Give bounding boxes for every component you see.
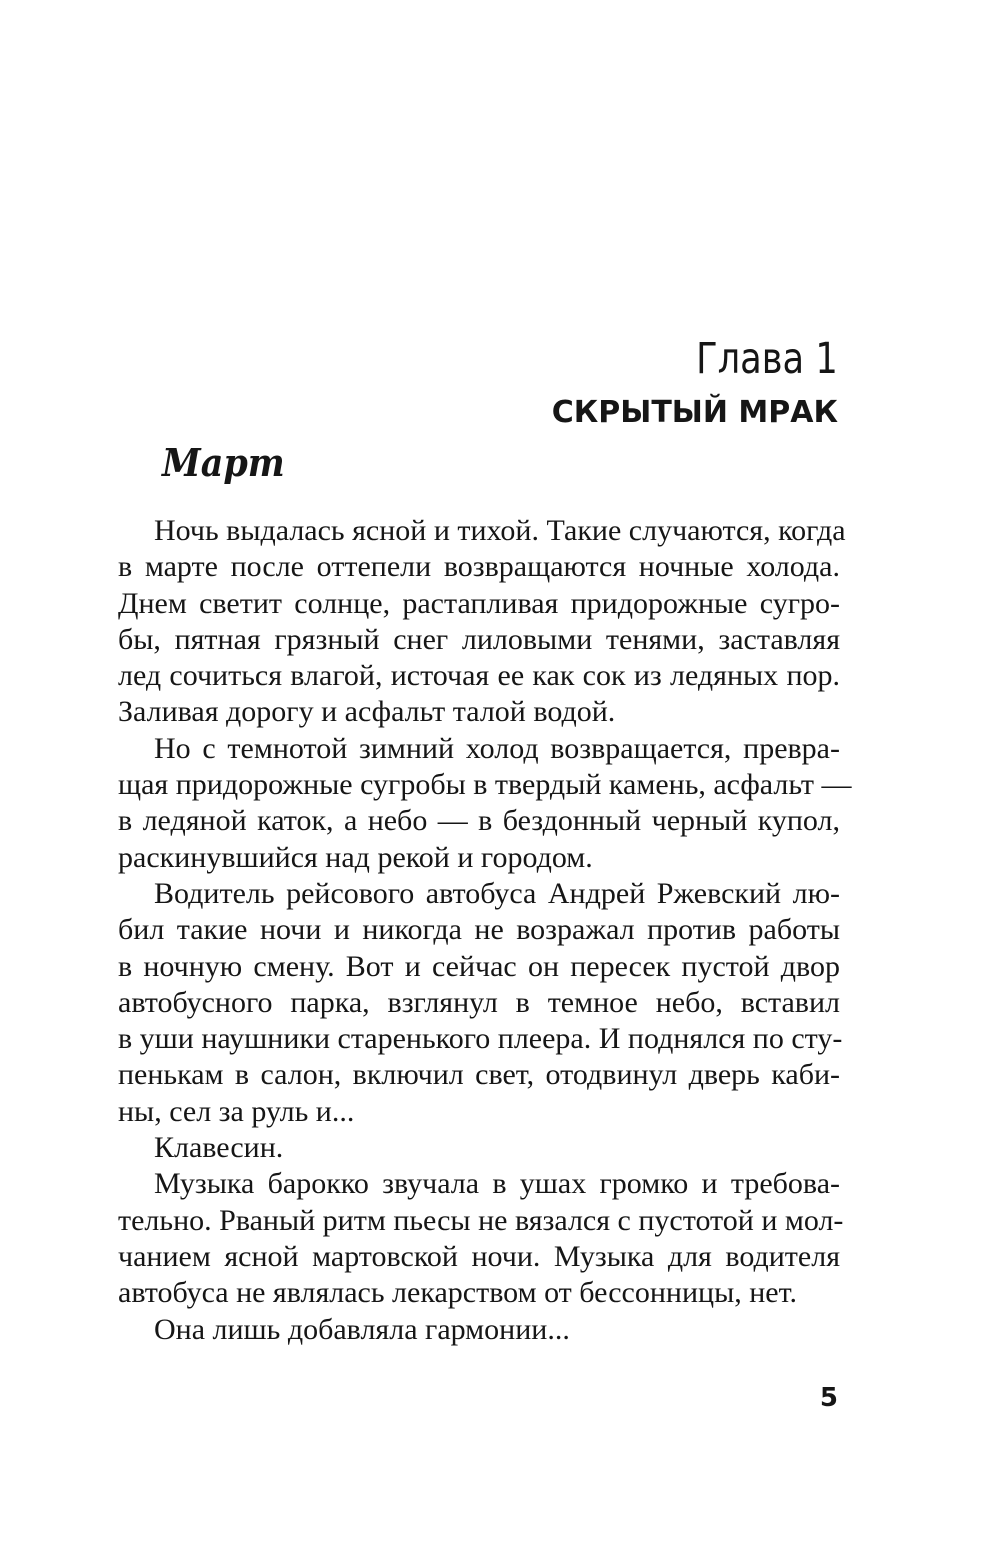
text-line: ны, сел за руль и... [118, 1094, 355, 1128]
paragraph [118, 1312, 840, 1348]
text-line: Днем светит солнце, растапливая придорожные сугро- [118, 586, 840, 620]
text-line: Музыка барокко звучала в ушах громко и требова- [154, 1167, 840, 1201]
text-line: пенькам в салон, включил свет, отодвинул дверь каби- [118, 1058, 840, 1092]
text-line: бил такие ночи и никогда не возражал против работы [118, 913, 840, 947]
paragraph [118, 876, 843, 1130]
paragraph [118, 731, 852, 876]
section-heading: Март [162, 440, 285, 485]
text-line: Ночь выдалась ясной и тихой. Такие случаются, когда [154, 514, 846, 547]
text-line: чанием ясной мартовской ночи. Музыка для водителя [118, 1239, 840, 1273]
paragraph [118, 1166, 844, 1311]
text-line: в уши наушники старенького плеера. И поднялся по сту- [118, 1022, 843, 1056]
chapter-title: СКРЫТЫЙ МРАК [551, 395, 838, 430]
body-text [118, 513, 852, 1348]
text-line: щая придорожные сугробы в твердый камень, асфальт — [118, 768, 852, 802]
text-line: бы, пятная грязный снег лиловыми тенями, заставляя [118, 622, 840, 656]
text-line: Но с темнотой зимний холод возвращается, превра- [154, 731, 840, 765]
text-line: автобуса не являлась лекарством от бессонницы, нет. [118, 1276, 797, 1310]
page-number: 5 [819, 1383, 838, 1413]
text-line: Клавесин. [154, 1131, 284, 1165]
chapter-number: Глава 1 [696, 334, 838, 384]
text-line: в ночную смену. Вот и сейчас он пересек пустой двор [118, 949, 840, 983]
paragraph [118, 1130, 840, 1166]
text-line: Водитель рейсового автобуса Андрей Ржевский лю- [154, 876, 840, 910]
text-line: автобусного парка, взглянул в темное небо, вставил [118, 985, 840, 1019]
text-line: тельно. Рваный ритм пьесы не вязался с пустотой и мол- [118, 1203, 844, 1237]
text-line: Заливая дорогу и асфальт талой водой. [118, 695, 616, 729]
text-line: раскинувшийся над рекой и городом. [118, 840, 593, 874]
text-line: в марте после оттепели возвращаются ночные холода. [118, 550, 840, 584]
paragraph [118, 513, 846, 731]
text-line: Она лишь добавляла гармонии... [154, 1312, 570, 1346]
text-line: лед сочиться влагой, источая ее как сок из ледяных пор. [118, 659, 840, 693]
text-line: в ледяной каток, а небо — в бездонный черный купол, [118, 804, 840, 838]
